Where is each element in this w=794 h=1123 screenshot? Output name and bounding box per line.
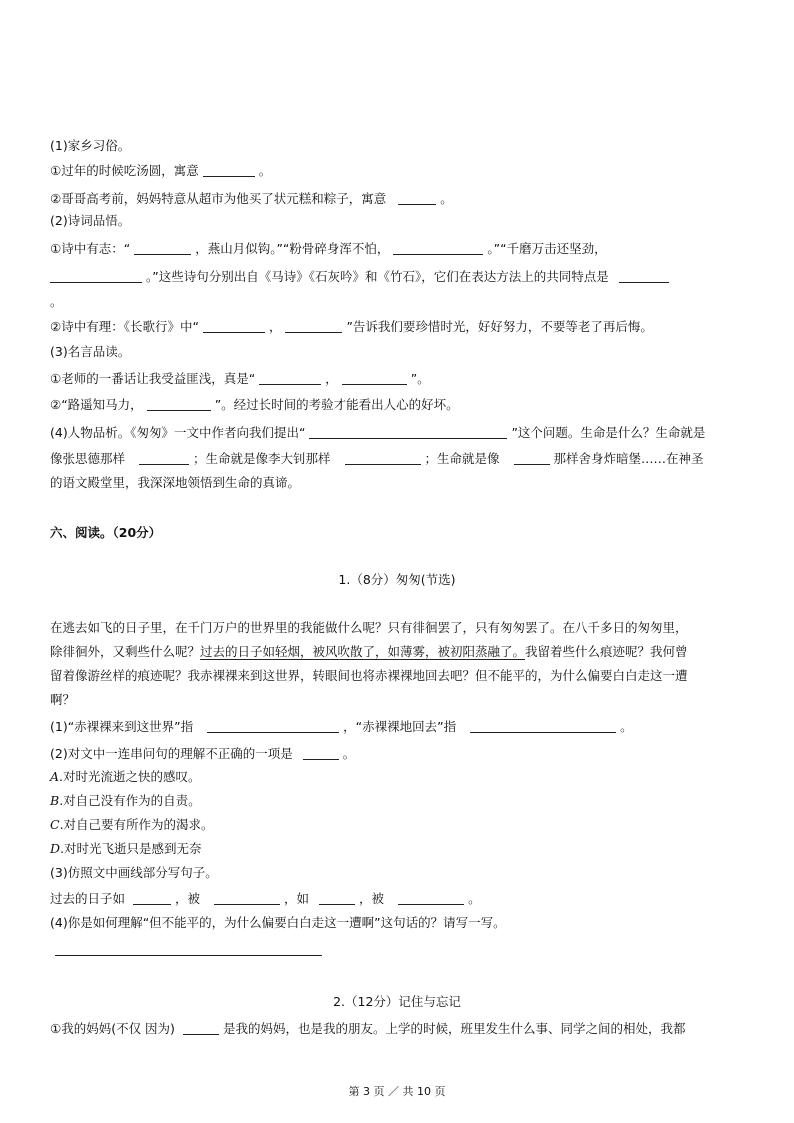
answer-blank[interactable]	[619, 269, 669, 283]
answer-blank[interactable]	[207, 719, 339, 733]
underlined-sentence: 过去的日子如轻烟，被风吹散了，如薄雾，被初阳蒸融了。	[200, 644, 526, 659]
answer-blank[interactable]	[139, 451, 189, 465]
answer-blank[interactable]	[398, 191, 436, 205]
option-d[interactable]: D.对时光飞逝只是感到无奈	[50, 841, 202, 856]
subheading-quotes: (3)名言品读。	[50, 344, 131, 359]
answer-blank[interactable]	[259, 371, 321, 385]
passage-line-4: 啊？	[50, 692, 76, 707]
answer-blank[interactable]	[303, 746, 339, 760]
answer-blank[interactable]	[342, 371, 407, 385]
answer-blank[interactable]	[309, 425, 507, 439]
answer-writing-line[interactable]	[55, 955, 322, 956]
imitation-sentence: 过去的日子如 ，被 ，如 ，被 。	[50, 891, 481, 906]
reading-question-2: (2)对文中一连串问句的理解不正确的一项是 。	[50, 746, 356, 761]
answer-blank[interactable]	[398, 891, 464, 905]
subheading-customs: (1)家乡习俗。	[50, 138, 131, 153]
reading-question-3: (3)仿照文中画线部分写句子。	[50, 865, 218, 880]
answer-blank[interactable]	[147, 397, 211, 411]
quote-line-1: ①老师的一番话让我受益匪浅，真是“ ， ”。	[50, 371, 430, 386]
character-line-2: 像张思德那样 ；生命就是像李大钊那样 ；生命就是像 那样舍身炸暗堡……在神圣	[50, 451, 704, 466]
answer-blank[interactable]	[470, 719, 616, 733]
reading-2-line-1: ①我的妈妈(不仅 因为) 是我的妈妈，也是我的朋友。上学的时候，班里发生什么事、同学之间的相处，我都	[50, 1021, 686, 1036]
option-c[interactable]: C.对自己要有所作为的渴求。	[50, 817, 214, 832]
passage-line-3: 留着像游丝样的痕迹呢？我赤裸裸来到这世界，转眼间也将赤裸裸地回去吧？但不能平的，为什么偏要白白走这一遭	[50, 668, 688, 683]
poetry-line-3: 。	[50, 294, 63, 309]
character-line-3: 的语文殿堂里，我深深地领悟到生命的真谛。	[50, 475, 301, 490]
answer-blank[interactable]	[134, 241, 191, 255]
answer-blank[interactable]	[214, 891, 280, 905]
answer-blank[interactable]	[133, 891, 171, 905]
section-reading-heading: 六、阅读。（20分）	[50, 525, 162, 540]
page-footer: 第 3 页 ／ 共 10 页	[348, 1085, 446, 1098]
question-zhuangyuangao: ②哥哥高考前，妈妈特意从超市为他买了状元糕和粽子，寓意 。	[50, 191, 453, 206]
option-b[interactable]: B.对自己没有作为的自责。	[50, 793, 201, 808]
reading-question-4: (4)你是如何理解“但不能平的，为什么偏要白白走这一遭啊”这句话的？请写一写。	[50, 915, 506, 930]
passage-line-2: 除徘徊外，又剩些什么呢？过去的日子如轻烟，被风吹散了，如薄雾，被初阳蒸融了。我留着些什么痕迹呢？我何曾	[50, 644, 688, 659]
answer-blank[interactable]	[319, 891, 355, 905]
answer-blank[interactable]	[203, 319, 265, 333]
poetry-line-2: 。”这些诗句分别出自《马诗》《石灰吟》和《竹石》，它们在表达方法上的共同特点是	[50, 268, 750, 286]
answer-blank[interactable]	[393, 241, 483, 255]
poetry-line-1: ①诗中有志：“ ，燕山月似钩。”“粉骨碎身浑不怕， 。”“千磨万击还坚劲，	[50, 241, 607, 256]
option-a[interactable]: A.对时光流逝之快的感叹。	[50, 769, 201, 784]
answer-blank[interactable]	[285, 319, 342, 333]
character-line-1: (4)人物品析。《匆匆》一文中作者向我们提出“ ”这个问题。生命是什么？生命就是	[50, 425, 706, 440]
subheading-poetry: (2)诗词品悟。	[50, 213, 131, 228]
reading-2-title: 2.（12分）记住与忘记	[333, 994, 461, 1009]
reading-1-title: 1.（8分）匆匆(节选)	[338, 572, 456, 587]
answer-blank[interactable]	[345, 451, 421, 465]
passage-line-1: 在逃去如飞的日子里，在千门万户的世界里的我能做什么呢？只有徘徊罢了，只有匆匆罢了。在八千多日的匆匆里，	[50, 620, 688, 635]
question-tangyuan: ①过年的时候吃汤圆，寓意 。	[50, 163, 272, 178]
poetry-reason: ②诗中有理：《长歌行》中“ ， ”告诉我们要珍惜时光，好好努力，不要等老了再后悔。	[50, 319, 653, 334]
answer-blank[interactable]	[203, 163, 255, 177]
answer-blank[interactable]	[50, 269, 142, 283]
quote-line-2: ②“路遥知马力， ”。经过长时间的考验才能看出人心的好坏。	[50, 397, 459, 412]
answer-blank[interactable]	[514, 451, 550, 465]
reading-question-1: (1)“赤裸裸来到这世界”指 ，“赤裸裸地回去”指 。	[50, 719, 633, 734]
answer-blank[interactable]	[183, 1021, 219, 1035]
